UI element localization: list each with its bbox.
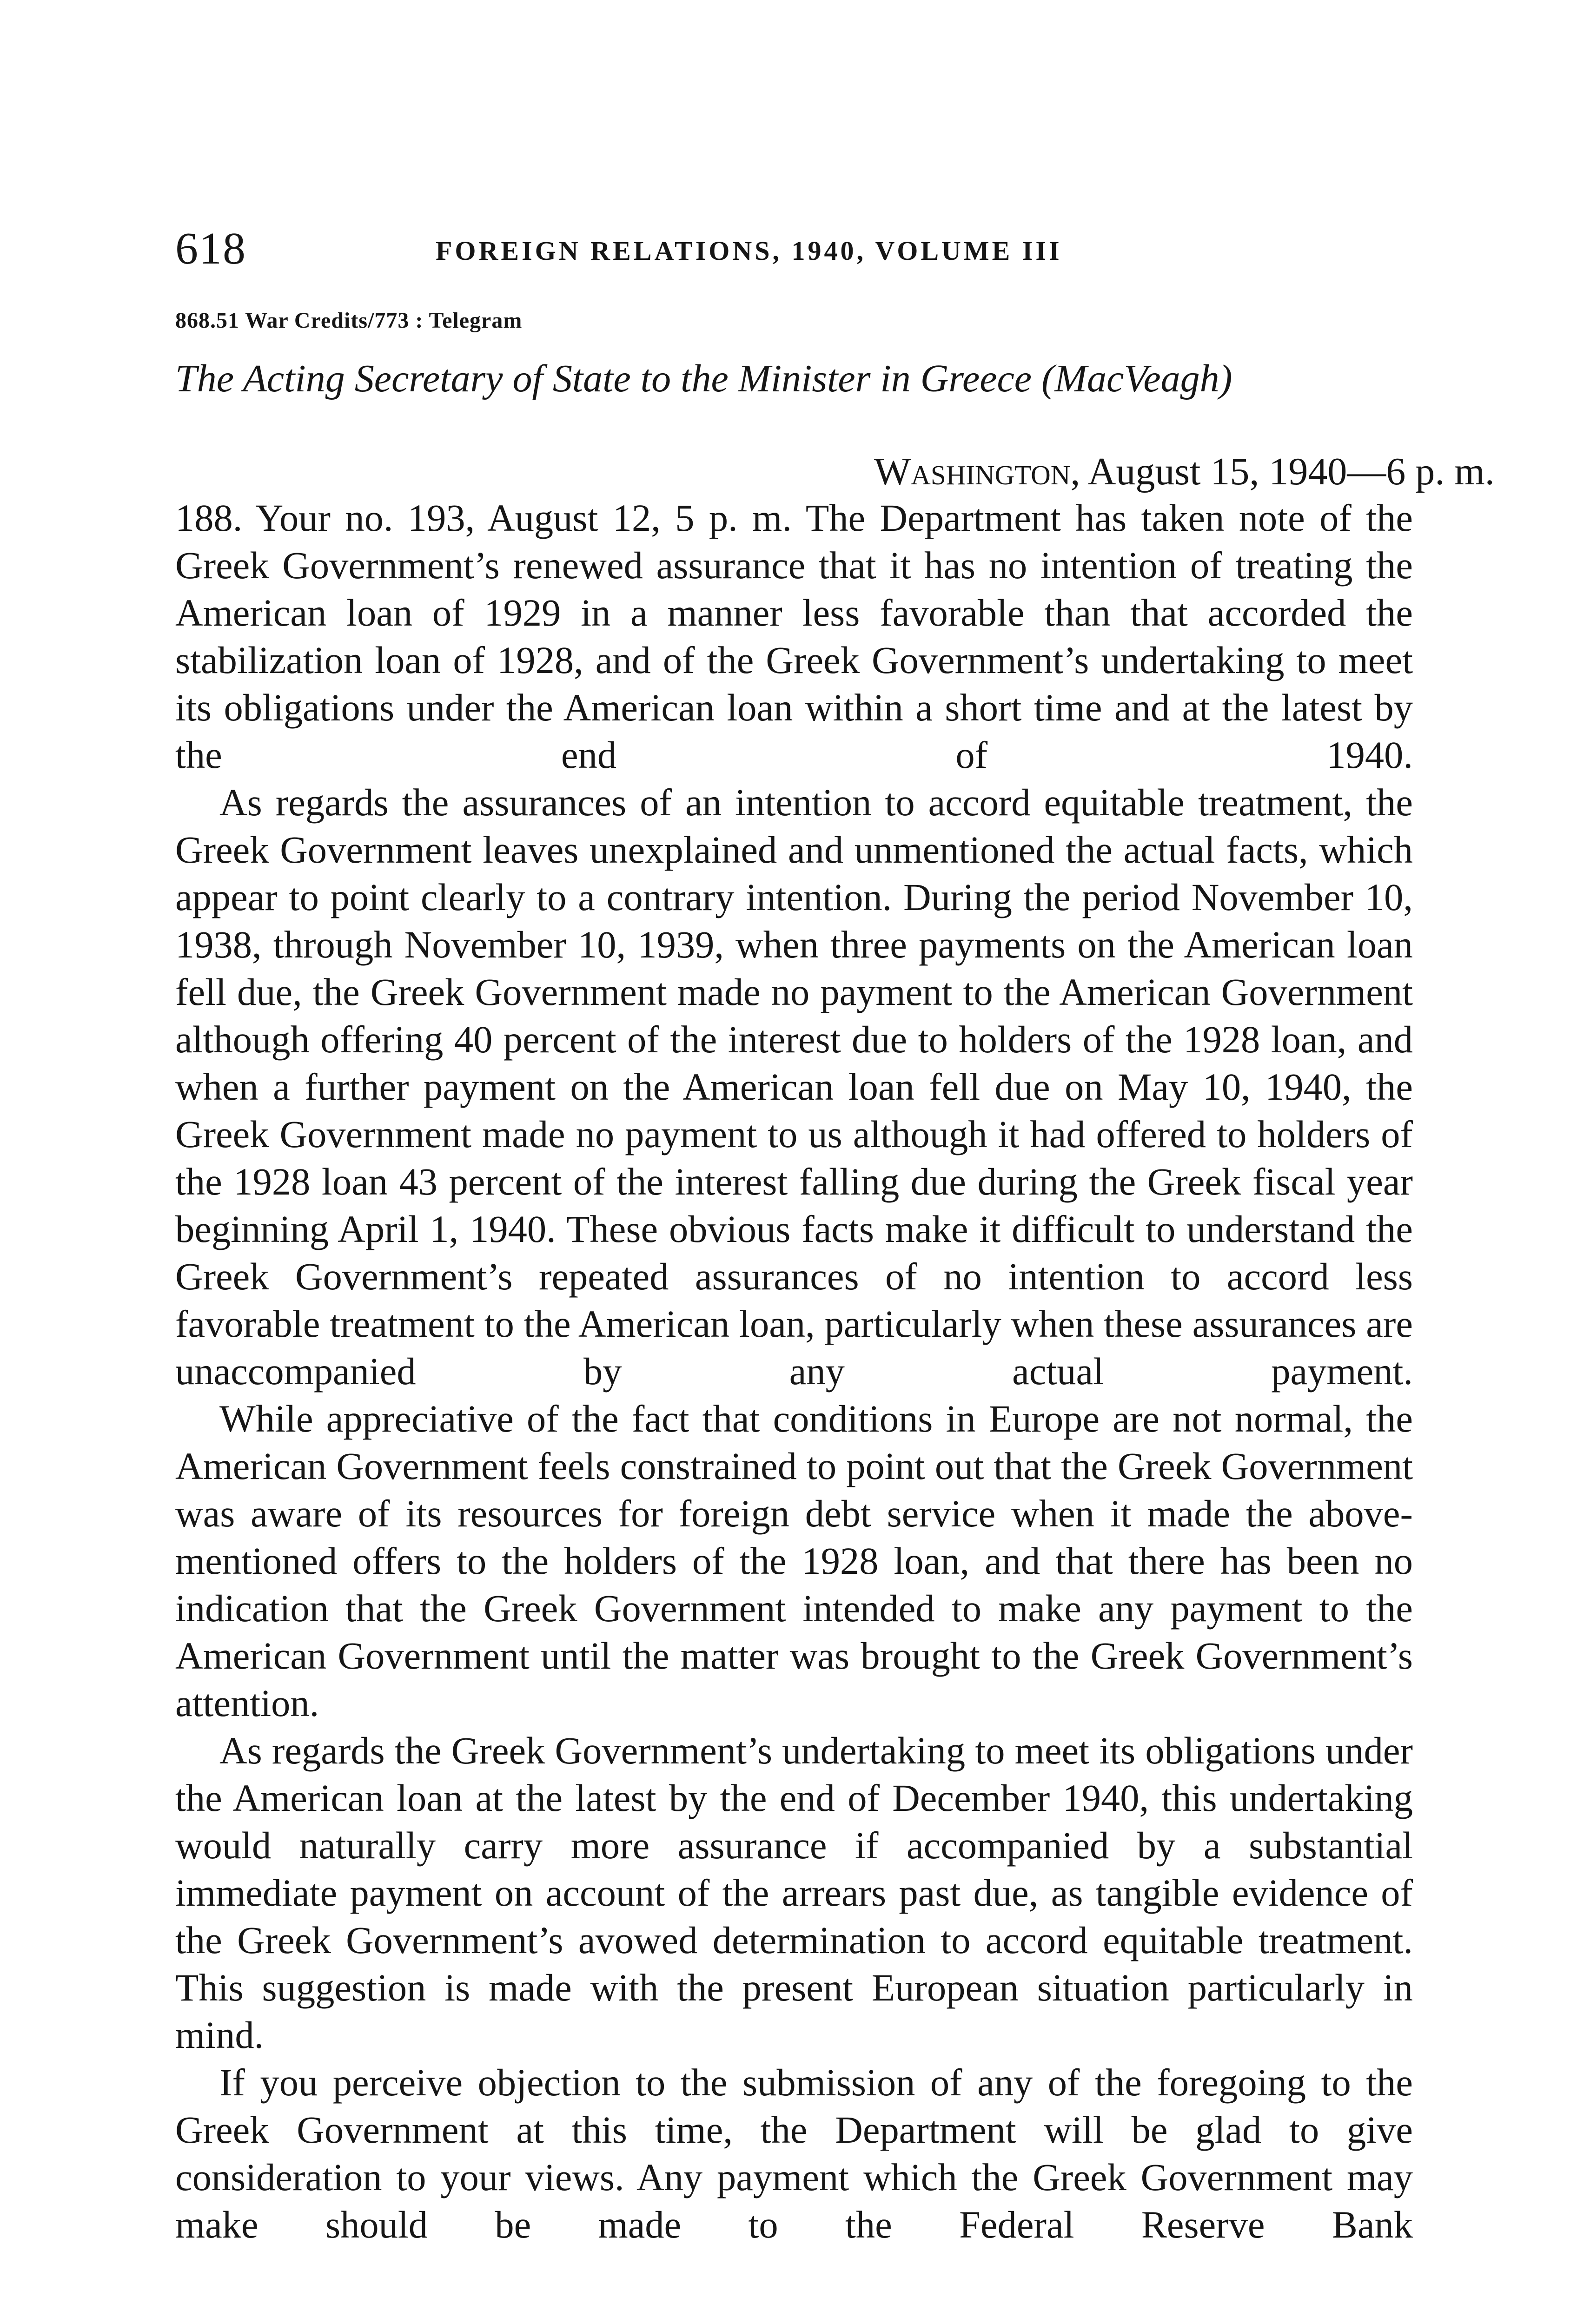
dateline-date: , August 15, 1940—6 p. m. [1070,450,1495,493]
dateline-place: Washington [874,450,1071,493]
telegram-body [175,494,1413,2248]
body-paragraph-1: 188. Your no. 193, August 12, 5 p. m. The Department has taken note of the Greek Government’s renewed assurance that it has no intention of treating the American loan of 1929 in a manner less favorable than that accorded the stabilization loan of 1928, and of the Greek Government’s undertaking to meet its obligations under the American loan within a short time and at the latest by the end of 1940. [175,496,1413,776]
body-paragraph-4: As regards the Greek Government’s undertaking to meet its obligations under the American loan at the latest by the end of December 1940, this undertaking would naturally carry more assurance if accompanied by a substantial immediate payment on account of the arrears past due, as tangible evidence of the Greek Government’s avowed determination to accord equitable treatment. This suggestion is made with the present European situation particularly in mind. [175,1729,1413,2056]
dateline [874,446,1495,497]
body-paragraph-5: If you perceive objection to the submission of any of the foregoing to the Greek Government at this time, the Department will be glad to give consideration to your views. Any payment which the Greek Government may make should be made to the Federal Reserve Bank [175,2061,1413,2246]
body-paragraph-3: While appreciative of the fact that conditions in Europe are not normal, the American Government feels constrained to point out that the Greek Government was aware of its resources for foreign debt service when it made the above-mentioned offers to the holders of the 1928 loan, and that there has been no indication that the Greek Government intended to make any payment to the American Government until the matter was brought to the Greek Government’s attention. [175,1397,1413,1724]
running-head: FOREIGN RELATIONS, 1940, VOLUME III [436,236,1062,266]
page-number: 618 [175,224,246,274]
body-paragraph-2: As regards the assurances of an intention to accord equitable treatment, the Greek Government leaves unexplained and unmentioned the actual facts, which appear to point clearly to a contrary intention. During the period November 10, 1938, through November 10, 1939, when three payments on the American loan fell due, the Greek Government made no payment to the American Government although offering 40 percent of the interest due to holders of the 1928 loan, and when a further payment on the American loan fell due on May 10, 1940, the Greek Government made no payment to us although it had offered to holders of the 1928 loan 43 percent of the interest falling due during the Greek fiscal year beginning April 1, 1940. These obvious facts make it difficult to understand the Greek Government’s repeated assurances of no intention to accord less favorable treatment to the American loan, particularly when these assurances are unaccompanied by any actual payment. [175,781,1413,1393]
document-title: The Acting Secretary of State to the Minister in Greece (MacVeagh) [175,357,1232,400]
file-reference: 868.51 War Credits/773 : Telegram [175,308,523,333]
page-header [175,218,1412,279]
